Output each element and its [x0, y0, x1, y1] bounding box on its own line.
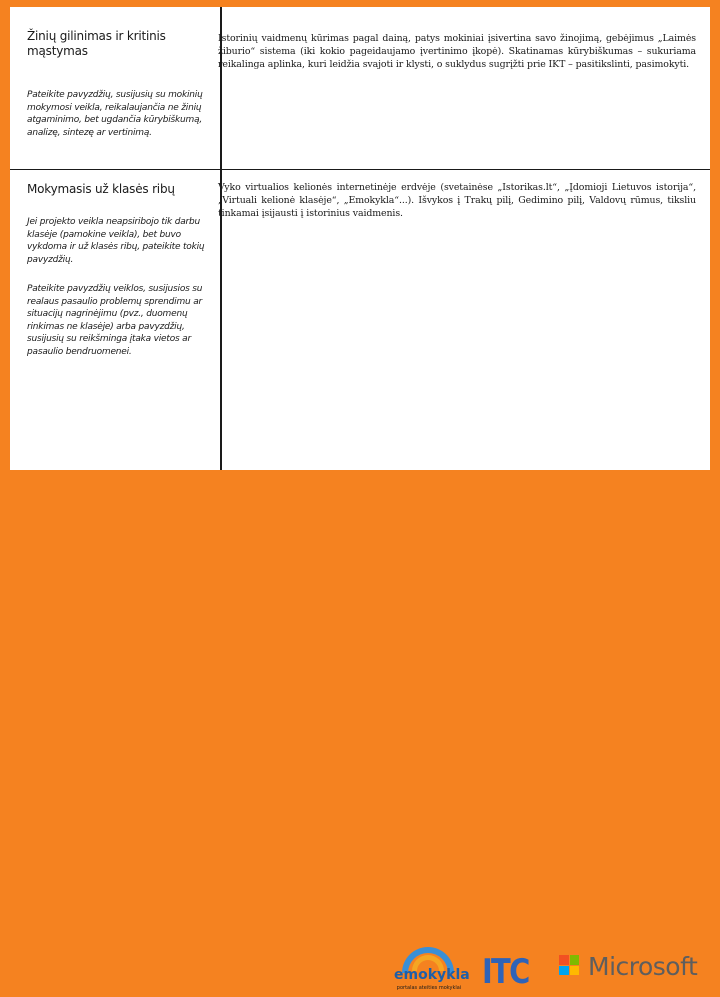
ms-yellow-square: [570, 966, 580, 976]
row2-note-2: Pateikite pavyzdžių veiklos, susijusios su realaus pasaulio problemų sprendimu ar situacijų nagrinėjimu (pvz., duomenų rinkimas ne klasėje) arba pavyzdžių, susijusių su reikšminga įtaka vietos ar pasaulio bendruomenei.: [27, 284, 203, 357]
row1-heading: Žinių gilinimas ir kritinis mąstymas: [27, 29, 166, 58]
row2-body: Vyko virtualios kelionės internetinėje erdvėje (svetainėse „Istorikas.lt“, „Įdomioji Lietuvos istorija“, „Virtuali kelionė klasėje“, „Emokykla“...). Išvykos į Trakų pilį, Gedimino pilį, Valdovų rūmus, tiksliu tinkamai įsijausti į istorinius vaidmenis.: [218, 182, 696, 219]
column-divider: [220, 7, 222, 470]
row2-note-1: Jei projekto veikla neapsiribojo tik darbu klasėje (pamokine veikla), bet buvo vykdoma ir už klasės ribų, pateikite tokių pavyzdžių.: [27, 217, 205, 265]
row-divider: [10, 169, 710, 170]
emokykla-tagline: portalas ateities mokyklai: [396, 985, 462, 991]
emokykla-logo: [394, 947, 470, 997]
ms-green-square: [570, 955, 580, 965]
ms-red-square: [559, 955, 569, 965]
row2-heading: Mokymasis už klasės ribų: [27, 182, 175, 196]
itc-logo: ITC: [482, 952, 529, 992]
row1-body: Istorinių vaidmenų kūrimas pagal dainą, patys mokiniai įsivertina savo žinojimą, gebėjimus „Laimės žiburio“ sistema (iki kokio pageidaujamo įvertinimo įkopė). Skatinamas kūrybiškumas – sukuriama reikalinga aplinka, kuri leidžia svajoti ir klysti, o suklydus sugrįžti prie IKT – pasitikslinti, pasimokyti.: [218, 33, 696, 70]
microsoft-logo-icon: [559, 955, 579, 975]
emokykla-wordmark: emokykla: [394, 967, 470, 983]
footer-logos: [0, 470, 720, 992]
row1-note: Pateikite pavyzdžių, susijusių su mokinių mokymosi veikla, reikalaujančia ne žinių atgaminimo, bet ugdančia kūrybiškumą, analizę, sintezę ar vertinimą.: [27, 90, 203, 138]
content-sheet: [10, 7, 710, 470]
microsoft-wordmark: Microsoft: [588, 952, 698, 981]
ms-blue-square: [559, 966, 569, 976]
